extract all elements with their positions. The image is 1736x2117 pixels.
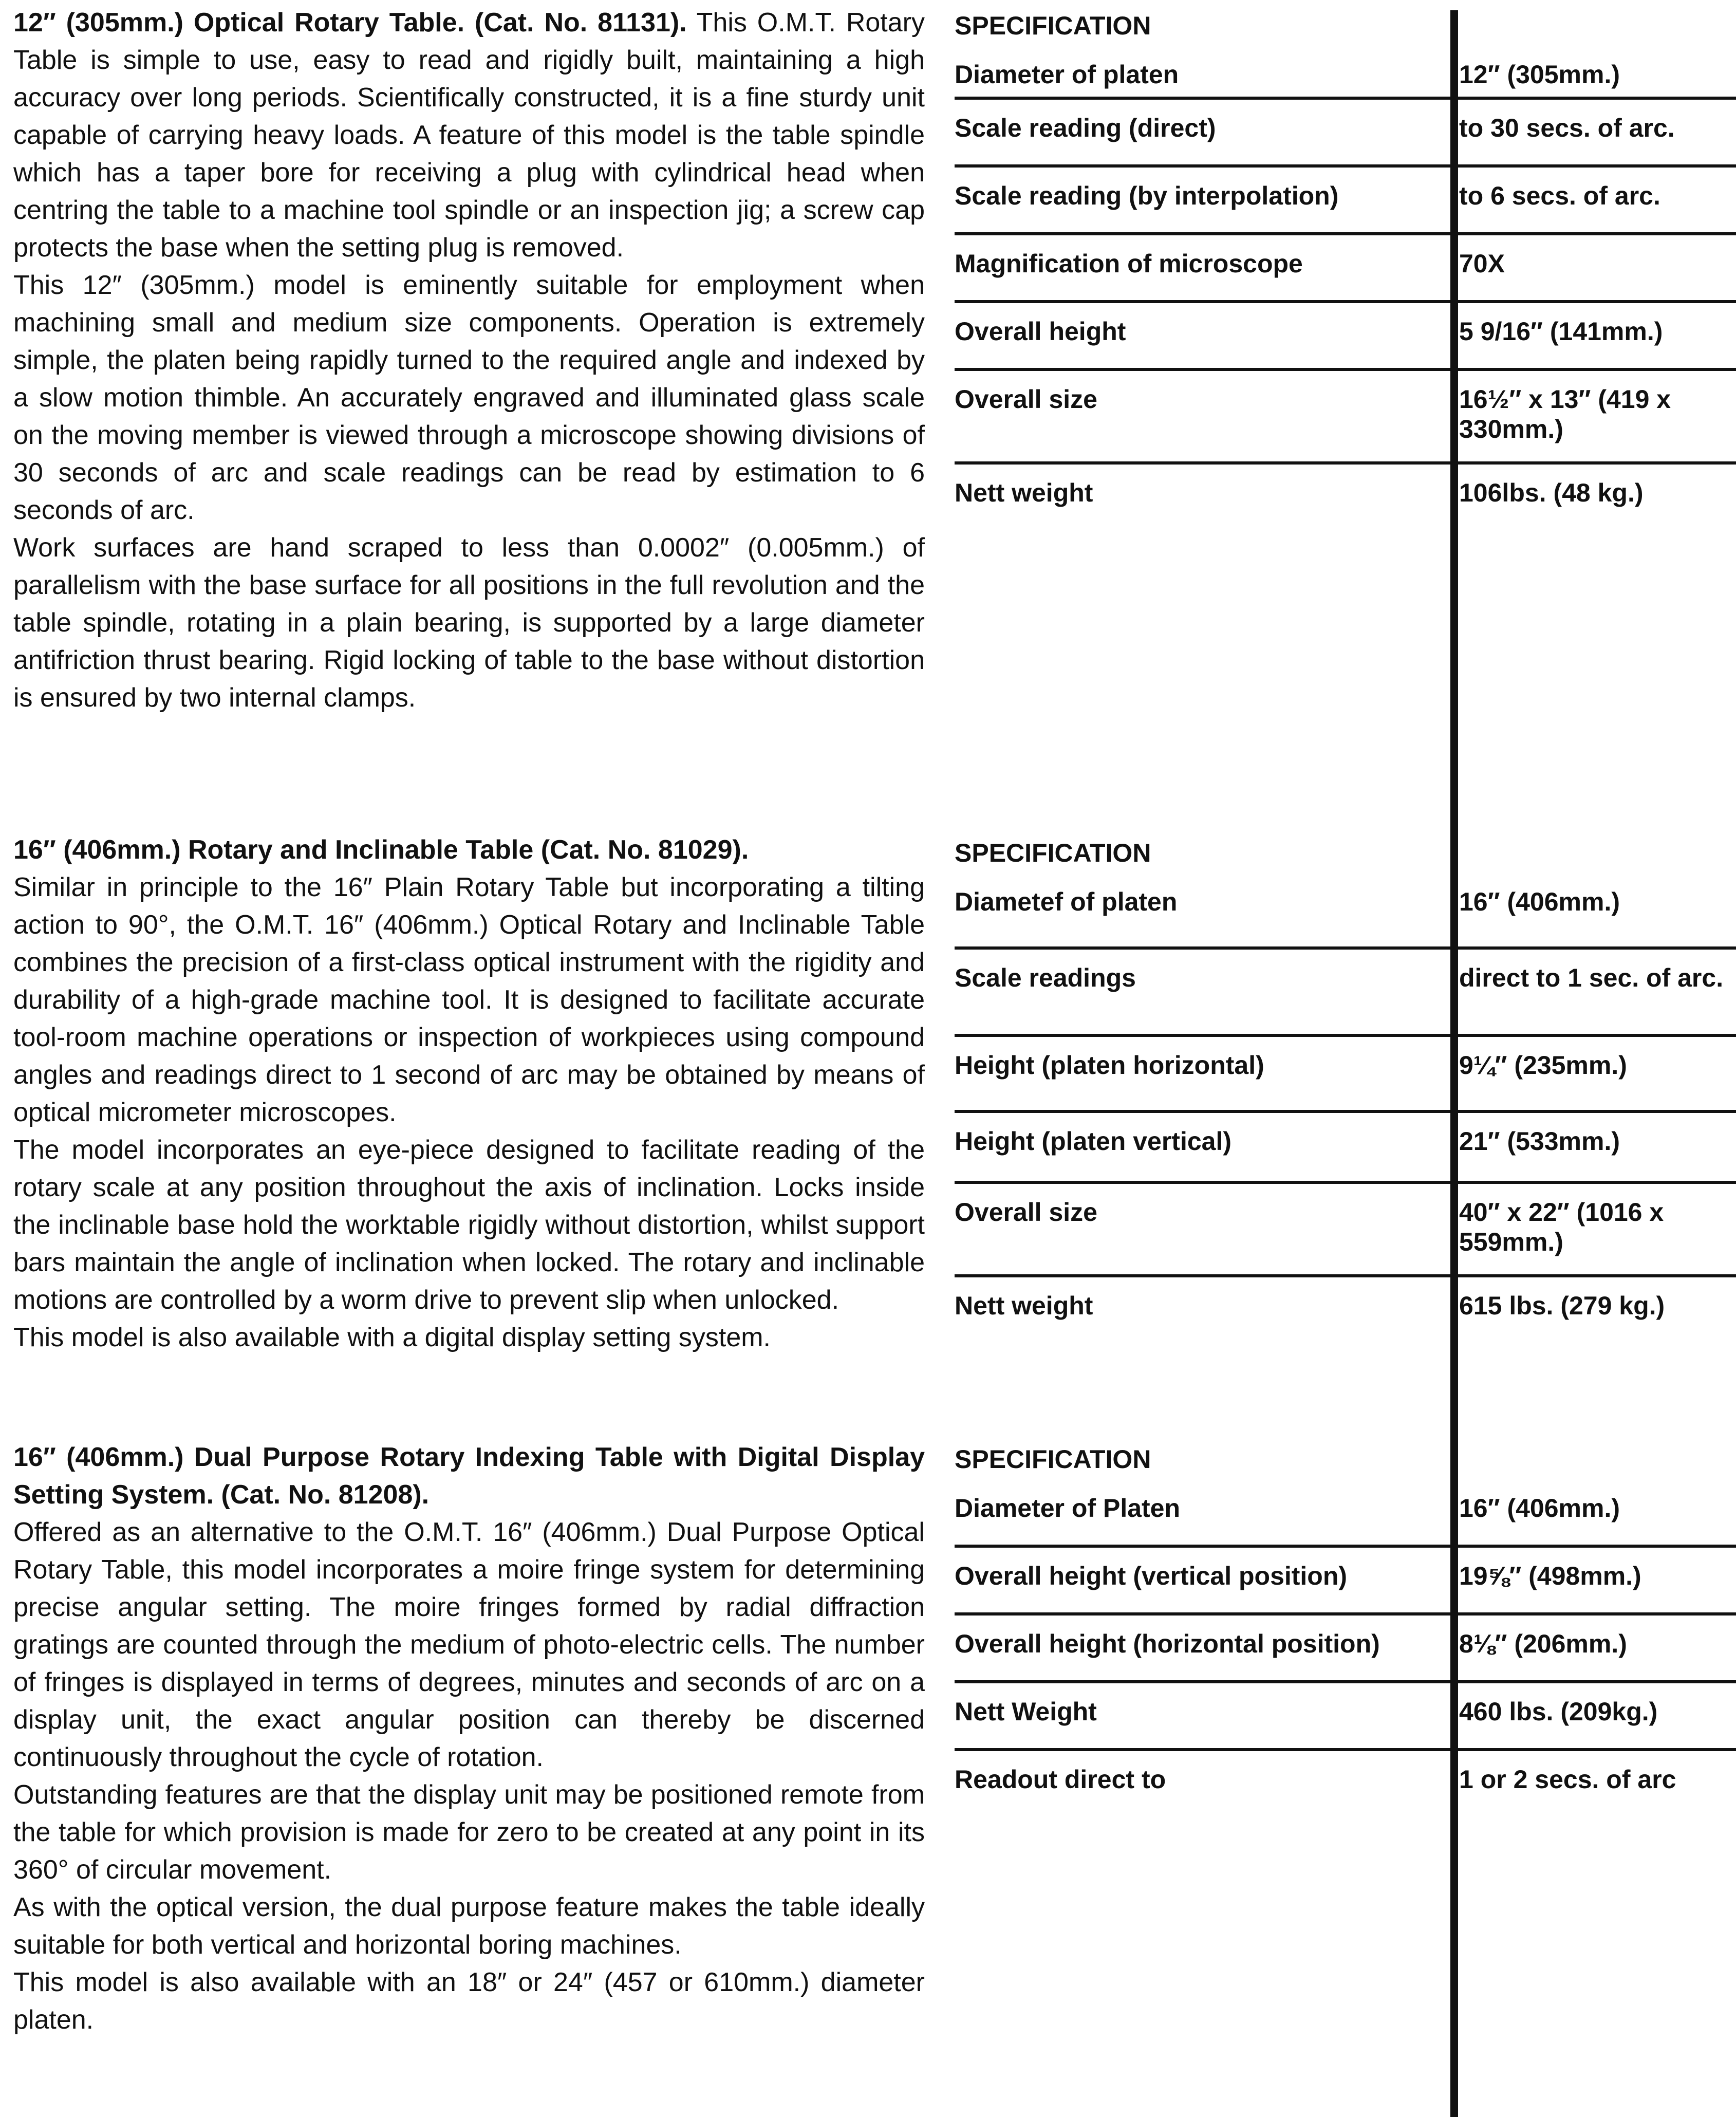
- spec-value: 70X: [1459, 249, 1505, 278]
- description-paragraph: Work surfaces are hand scraped to less than 0.0002″ (0.005mm.) of parallelism with the base surface for all positions in the full revolution and the table spindle, rotating in a plain bearing, is supported by a large diameter antifriction thrust bearing. Rigid locking of table to the base without distortion is ensured by two internal clamps.: [13, 533, 925, 713]
- spec-row: [955, 1037, 1736, 1113]
- spec-table-81029: [955, 832, 1736, 1339]
- product-description-81029: [13, 831, 925, 1357]
- spec-row: [955, 1683, 1736, 1751]
- spec-label: Diameter of Platen: [955, 1494, 1181, 1522]
- spec-label: Nett weight: [955, 1291, 1093, 1320]
- spec-label: Height (platen horizontal): [955, 1051, 1264, 1080]
- spec-label: Nett weight: [955, 478, 1093, 507]
- spec-row: [955, 950, 1736, 1037]
- spec-label: Diametef of platen: [955, 887, 1178, 916]
- spec-value: 21″ (533mm.): [1459, 1127, 1620, 1156]
- spec-row: [955, 303, 1736, 371]
- product-description-81131: [13, 4, 925, 717]
- spec-label: Magnification of microscope: [955, 249, 1303, 278]
- spec-row: [955, 235, 1736, 303]
- spec-label: Overall height (vertical position): [955, 1562, 1348, 1590]
- spec-value: 9¼″ (235mm.): [1459, 1051, 1627, 1080]
- spec-value: 460 lbs. (209kg.): [1459, 1697, 1658, 1726]
- description-paragraph: This model is also available with a digital display setting system.: [13, 1323, 771, 1352]
- spec-row: [955, 1480, 1736, 1548]
- spec-value: 106lbs. (48 kg.): [1459, 478, 1644, 507]
- spec-table-81208: [955, 1439, 1736, 1813]
- spec-row: [955, 465, 1736, 526]
- spec-label: Overall height: [955, 317, 1126, 346]
- spec-label: Scale readings: [955, 963, 1136, 992]
- spec-value: 16″ (406mm.): [1459, 887, 1620, 916]
- product-title: 16″ (406mm.) Rotary and Inclinable Table (Cat. No. 81029).: [13, 835, 749, 865]
- spec-value: to 30 secs. of arc.: [1459, 114, 1675, 142]
- spec-label: Height (platen vertical): [955, 1127, 1231, 1156]
- description-paragraph: Offered as an alternative to the O.M.T. 16″ (406mm.) Dual Purpose Optical Rotary Table, this model incorporates a moire fringe system for determining precise angular setting. The moire fringes formed by radial diffraction gratings are counted through the medium of photo-electric cells. The number of fringes is displayed in terms of degrees, minutes and seconds of arc on a display unit, the exact angular position can thereby be discerned continuously throughout the cycle of rotation.: [13, 1517, 925, 1772]
- spec-value: 1 or 2 secs. of arc: [1459, 1765, 1676, 1794]
- spec-heading: SPECIFICATION: [955, 11, 1151, 40]
- spec-row: [955, 168, 1736, 235]
- spec-row: [955, 371, 1736, 465]
- spec-value: 5 9/16″ (141mm.): [1459, 317, 1663, 346]
- spec-row: [955, 1113, 1736, 1184]
- spec-row: [955, 1615, 1736, 1683]
- spec-value: 8⅛″ (206mm.): [1459, 1629, 1627, 1658]
- product-description-81208: [13, 1439, 925, 2039]
- spec-table-81131: [955, 5, 1736, 526]
- spec-value: direct to 1 sec. of arc.: [1459, 963, 1724, 992]
- spec-label: Diameter of platen: [955, 60, 1179, 89]
- product-title: 12″ (305mm.) Optical Rotary Table. (Cat. No. 81131).: [13, 8, 687, 38]
- description-paragraph: The model incorporates an eye-piece designed to facilitate reading of the rotary scale at any position throughout the axis of inclination. Locks inside the inclinable base hold the worktable rigidly without distortion, whilst support bars maintain the angle of inclination when locked. The rotary and inclinable motions are controlled by a worm drive to prevent slip when unlocked.: [13, 1135, 925, 1315]
- spec-label: Overall size: [955, 385, 1097, 414]
- spec-value: 19⅝″ (498mm.): [1459, 1562, 1641, 1590]
- description-paragraph: Similar in principle to the 16″ Plain Rotary Table but incorporating a tilting action to 90°, the O.M.T. 16″ (406mm.) Optical Rotary and Inclinable Table combines the precision of a first-class optical instrument with the rigidity and durability of a high-grade machine tool. It is designed to facilitate accurate tool-room machine operations or inspection of workpieces using compound angles and readings direct to 1 second of arc may be obtained by means of optical micrometer microscopes.: [13, 872, 925, 1127]
- spec-row: [955, 1184, 1736, 1277]
- spec-value: to 6 secs. of arc.: [1459, 181, 1660, 210]
- spec-row: [955, 1548, 1736, 1615]
- spec-value: 615 lbs. (279 kg.): [1459, 1291, 1665, 1320]
- description-paragraph: As with the optical version, the dual purpose feature makes the table ideally suitable for both vertical and horizontal boring machines.: [13, 1892, 925, 1960]
- description-paragraph: This O.M.T. Rotary Table is simple to use, easy to read and rigidly built, maintaining a high accuracy over long periods. Scientifically constructed, it is a fine sturdy unit capable of carrying heavy loads. A feature of this model is the table spindle which has a taper bore for receiving a plug with cylindrical head when centring the table to a machine tool spindle or an inspection jig; a screw cap protects the base when the setting plug is removed.: [13, 8, 925, 263]
- spec-label: Nett Weight: [955, 1697, 1097, 1726]
- spec-row: [955, 100, 1736, 168]
- spec-value: 12″ (305mm.): [1459, 60, 1620, 89]
- spec-heading: SPECIFICATION: [955, 1445, 1151, 1474]
- spec-value: 16″ (406mm.): [1459, 1494, 1620, 1522]
- spec-row: [955, 1751, 1736, 1813]
- spec-label: Scale reading (direct): [955, 114, 1216, 142]
- spec-row: [955, 874, 1736, 950]
- spec-label: Overall size: [955, 1198, 1097, 1227]
- spec-row: [955, 1277, 1736, 1339]
- spec-label: Scale reading (by interpolation): [955, 181, 1339, 210]
- description-paragraph: This model is also available with an 18″ or 24″ (457 or 610mm.) diameter platen.: [13, 1967, 925, 2035]
- product-title: 16″ (406mm.) Dual Purpose Rotary Indexing Table with Digital Display Setting System. (Cat. No. 81208).: [13, 1442, 925, 1510]
- spec-value: 16½″ x 13″ (419 x 330mm.): [1459, 385, 1671, 443]
- description-paragraph: This 12″ (305mm.) model is eminently suitable for employment when machining small and medium size components. Operation is extremely simple, the platen being rapidly turned to the required angle and indexed by a slow motion thimble. An accurately engraved and illuminated glass scale on the moving member is viewed through a microscope showing divisions of 30 seconds of arc and scale readings can be read by estimation to 6 seconds of arc.: [13, 270, 925, 525]
- spec-heading: SPECIFICATION: [955, 839, 1151, 867]
- spec-value: 40″ x 22″ (1016 x 559mm.): [1459, 1198, 1664, 1256]
- spec-label: Readout direct to: [955, 1765, 1166, 1794]
- description-paragraph: Outstanding features are that the display unit may be positioned remote from the table for which provision is made for zero to be created at any point in its 360° of circular movement.: [13, 1780, 925, 1885]
- spec-row: [955, 46, 1736, 100]
- spec-label: Overall height (horizontal position): [955, 1629, 1380, 1658]
